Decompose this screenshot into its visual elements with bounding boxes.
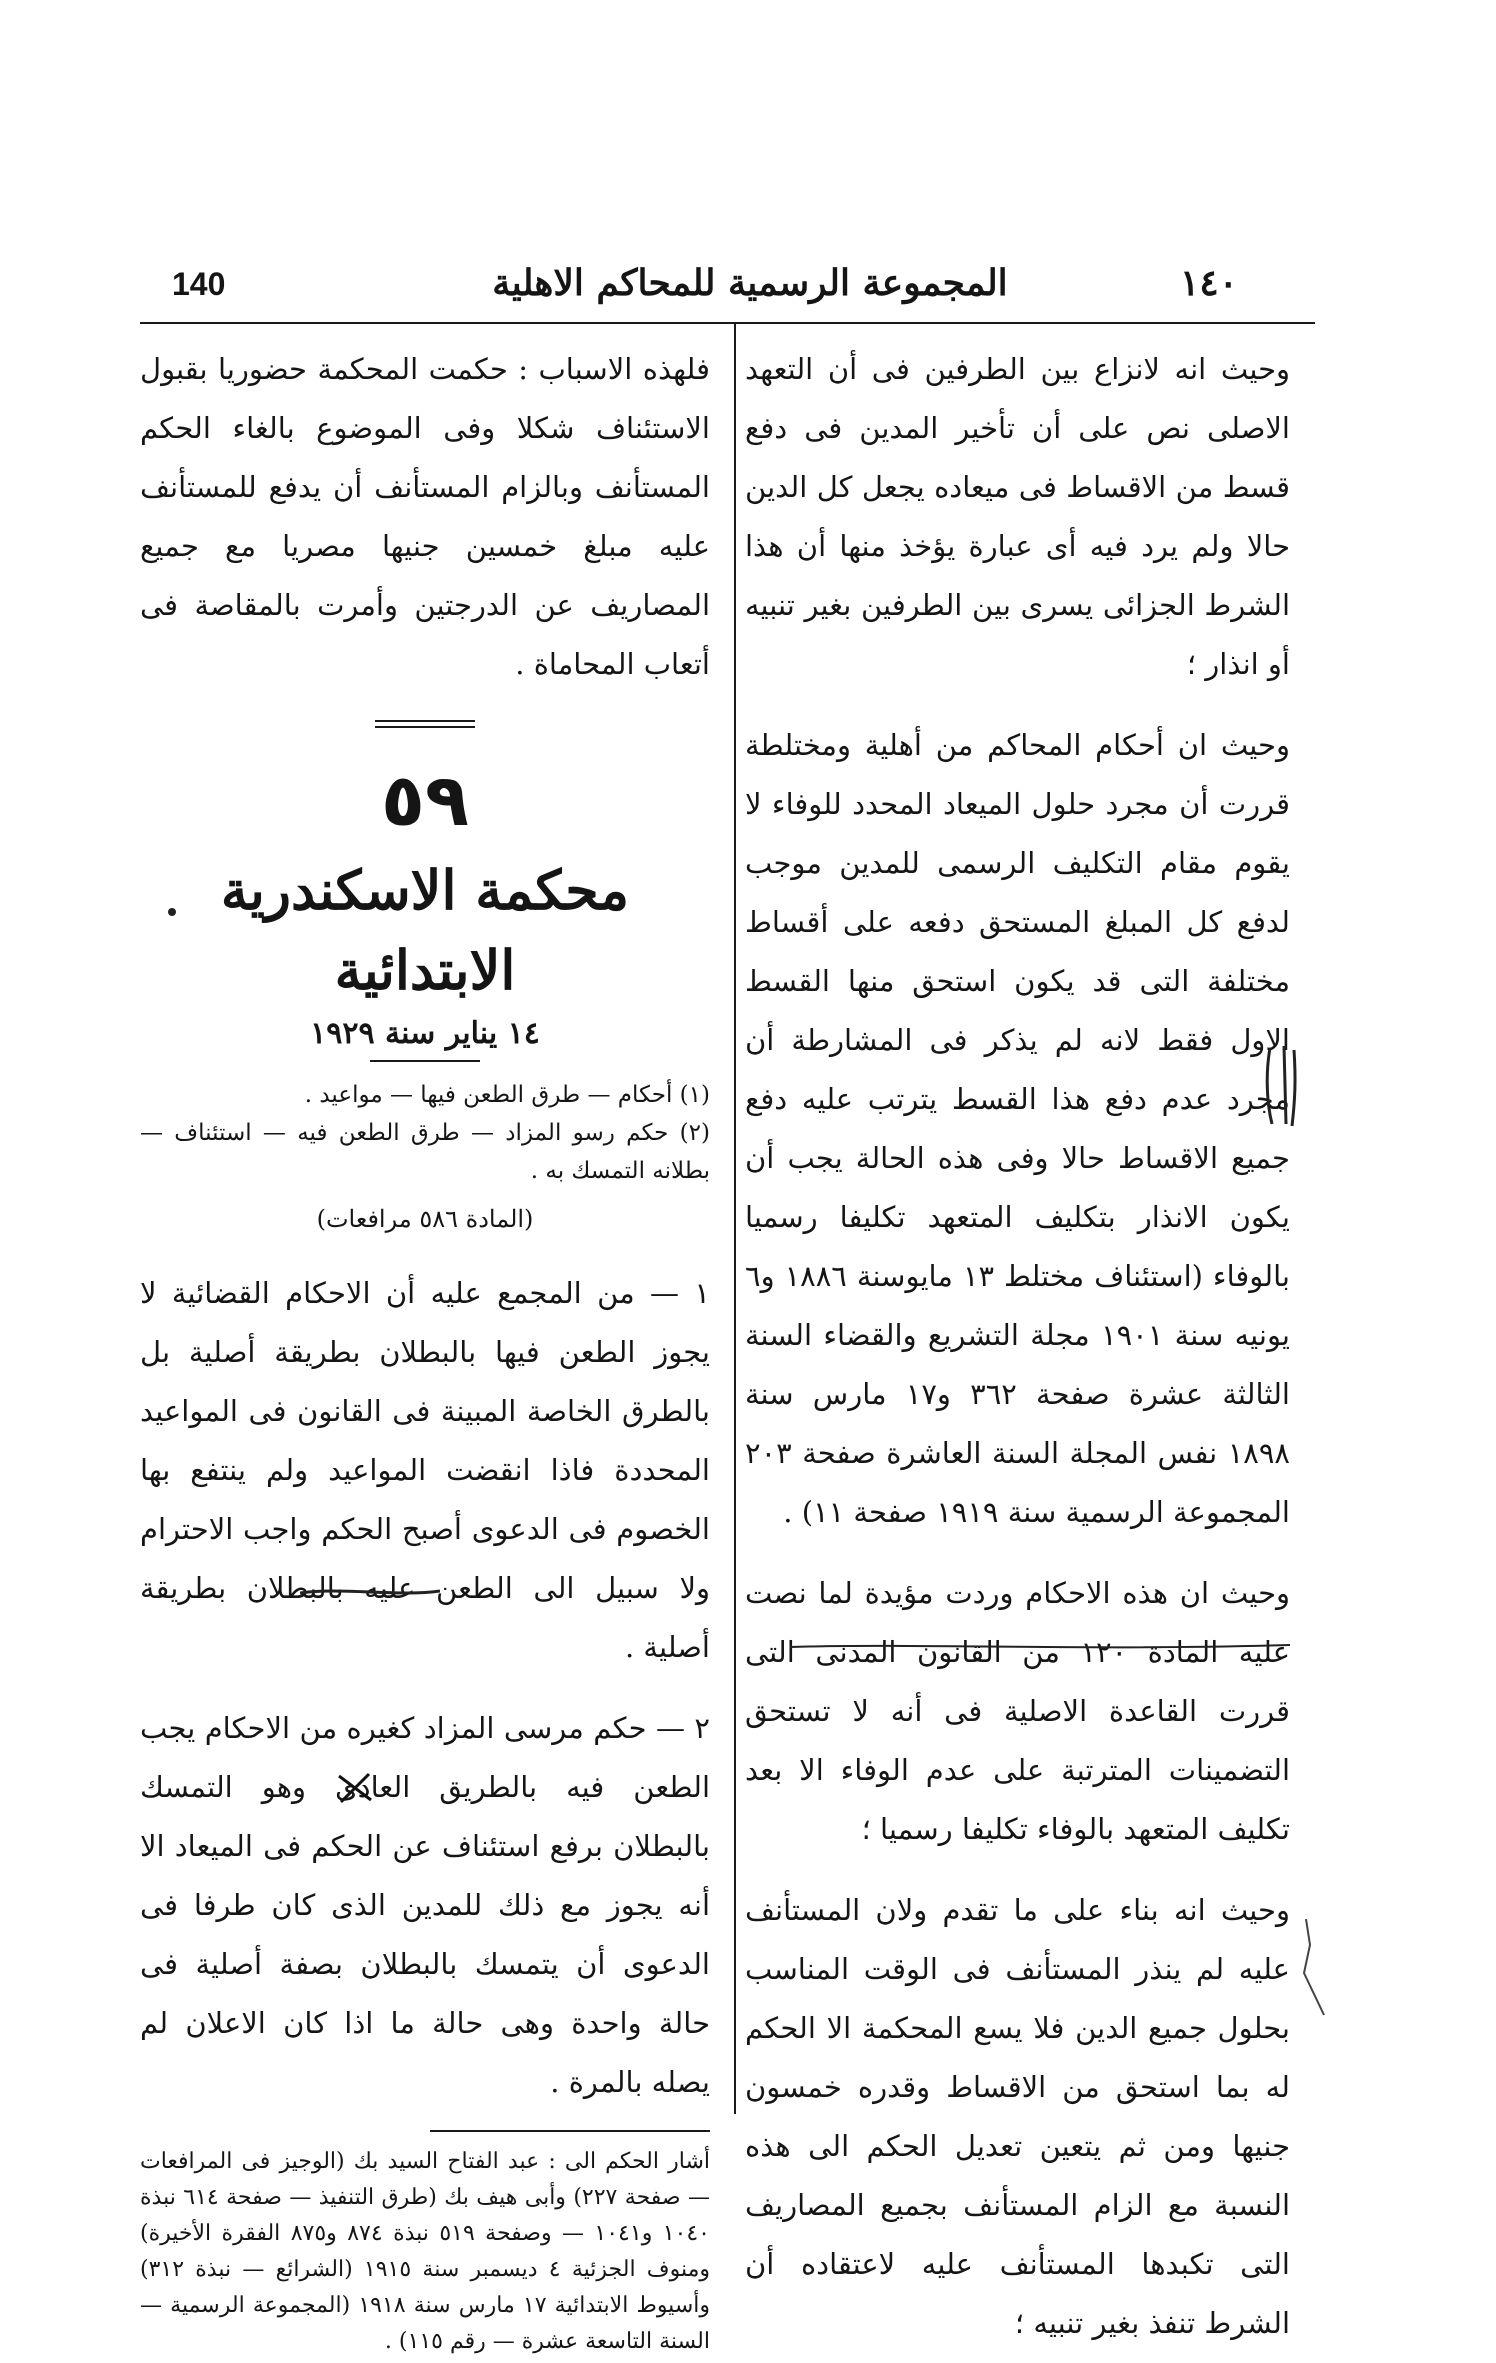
- running-title: المجموعة الرسمية للمحاكم الاهلية: [492, 262, 1008, 304]
- paragraph: وحيث ان أحكام المحاكم من أهلية ومختلطة قررت أن مجرد حلول الميعاد المحدد للوفاء لا يقوم مقام التكليف الرسمى للمدين موجب لدفع كل المبلغ المستحق دفعه على أقساط مختلفة التى قد يكون استحق منها القسط الاول فقط لانه لم يذكر فى المشارطة أن مجرد عدم دفع هذا القسط يترتب عليه دفع جميع الاقساط حالا وفى هذه الحالة يجب أن يكون الانذار بتكليف المتعهد تكليفا رسميا بالوفاء (استئناف مختلط ١٣ مايوسنة ١٨٨٦ و٦ يونيه سنة ١٩٠١ مجلة التشريع والقضاء السنة الثالثة عشرة صفحة ٣٦٢ و١٧ مارس سنة ١٨٩٨ نفس المجلة السنة العاشرة صفحة ٢٠٣ المجموعة الرسمية سنة ١٩١٩ صفحة ١١) .: [745, 728, 1290, 1529]
- cross-mark-icon: [335, 1770, 375, 1806]
- case-number: ٥٩: [381, 758, 469, 842]
- article-reference: (المادة ٥٨٦ مرافعات): [316, 1205, 534, 1233]
- page-number-arabic: ١٤٠: [1180, 262, 1239, 304]
- column-divider: [734, 324, 736, 2114]
- date-underline: [370, 1060, 480, 1062]
- page-number-latin: 140: [172, 266, 226, 302]
- underline-mark: [300, 1585, 440, 1599]
- footnote: أشار الحكم الى : عبد الفتاح السيد بك (الوجيز فى المرافعات — صفحة ٢٢٧) وأبى هيف بك (طرق التنفيذ — صفحة ٦١٤ نبذة ١٠٤٠ و١٠٤١ — وصفحة ٥١٩ نبذة ٨٧٤ و٨٧٥ الفقرة الأخيرة) ومنوف الجزئية ٤ ديسمبر سنة ١٩١٥ (الشرائع — نبذة ٣١٢) وأسيوط الابتدائية ١٧ مارس سنة ١٩١٨ (المجموعة الرسمية — السنة التاسعة عشرة — رقم ١١٥) .: [140, 2149, 711, 2354]
- court-name: محكمة الاسكندرية الابتدائية: [220, 858, 630, 1002]
- margin-bracket-mark-icon: [1300, 1915, 1340, 2025]
- right-column: [745, 340, 1290, 2353]
- verdict-paragraph: فلهذه الاسباب : حكمت المحكمة حضوريا بقبول الاستئناف شكلا وفى الموضوع بالغاء الحكم المستأنف وبالزام المستأنف أن يدفع للمستأنف عليه مبلغ خمسين جنيها مصريا مع جميع المصاريف عن الدرجتين وأمرت بالمقاصة فى أتعاب المحاماة .: [140, 352, 710, 681]
- holding-paragraph: ١ — من المجمع عليه أن الاحكام القضائية لا يجوز الطعن فيها بالبطلان بطريقة أصلية بل بالطرق الخاصة المبينة فى القانون فى المواعيد المحددة فاذا انقضت المواعيد ولم ينتفع بها الخصوم فى الدعوى أصبح الحكم واجب الاحترام ولا سبيل الى الطعن عليه بالبطلان بطريقة أصلية .: [140, 1276, 710, 1664]
- paragraph: وحيث انه لانزاع بين الطرفين فى أن التعهد الاصلى نص على أن تأخير المدين فى دفع قسط من الاقساط فى ميعاده يجعل كل الدين حالا ولم يرد فيه أى عبارة يؤخذ منها أن هذا الشرط الجزائى يسرى بين الطرفين بغير تنبيه أو انذار ؛: [745, 352, 1290, 681]
- left-column: [140, 340, 710, 2360]
- margin-pen-mark-icon: [1262, 1040, 1302, 1130]
- section-divider: [375, 720, 475, 728]
- judgment-date: ١٤ يناير سنة ١٩٢٩: [310, 1016, 540, 1051]
- header-rule: [140, 322, 1315, 324]
- paragraph: وحيث انه بناء على ما تقدم ولان المستأنف عليه لم ينذر المستأنف فى الوقت المناسب بحلول جميع الدين فلا يسع المحكمة الا الحكم له بما استحق من الاقساط وقدره خمسون جنيها ومن ثم يتعين تعديل الحكم الى هذه النسبة مع الزام المستأنف بجميع المصاريف التى تكبدها المستأنف عليه لاعتقاده أن الشرط تنفذ بغير تنبيه ؛: [745, 1893, 1290, 2340]
- underline-mark: [790, 1640, 1290, 1654]
- footnote-rule: [430, 2130, 710, 2132]
- dot-mark: [165, 905, 179, 919]
- digest-item: (١) أحكام — طرق الطعن فيها — مواعيد .: [304, 1082, 710, 1108]
- digest-item: (٢) حكم رسو المزاد — طرق الطعن فيه — استئناف — بطلانه التمسك به .: [140, 1120, 710, 1184]
- holding-paragraph: ٢ — حكم مرسى المزاد كغيره من الاحكام يجب الطعن فيه بالطريق العادى وهو التمسك بالبطلان برفع استئناف عن الحكم فى الميعاد الا أنه يجوز مع ذلك للمدين الذى كان طرفا فى الدعوى أن يتمسك بالبطلان بصفة أصلية فى حالة واحدة وهى حالة ما اذا كان الاعلان لم يصله بالمرة .: [140, 1711, 710, 2099]
- paragraph: وحيث ان هذه الاحكام وردت مؤيدة لما نصت عليه المادة ١٢٠ من القانون المدنى التى قررت القاعدة الاصلية فى أنه لا تستحق التضمينات المترتبة على عدم الوفاء الا بعد تكليف المتعهد بالوفاء تكليفا رسميا ؛: [745, 1576, 1290, 1846]
